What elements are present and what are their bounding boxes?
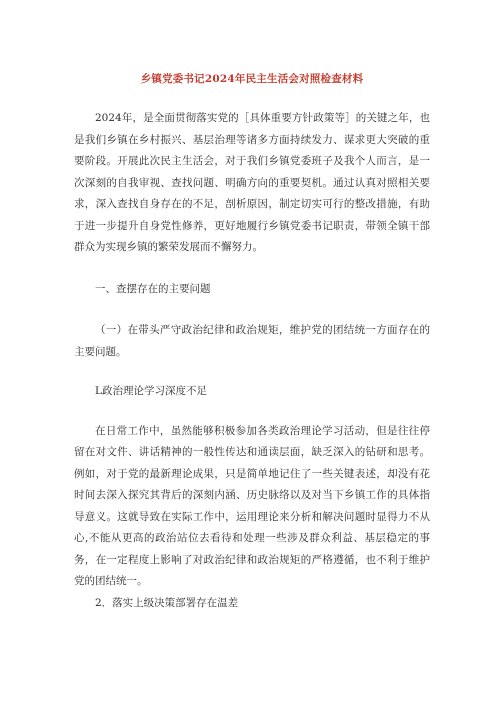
section-heading: 一、查摆存在的主要问题 [95,282,211,295]
spacer [74,403,430,421]
spacer [74,363,430,381]
spacer [74,300,430,320]
item-body-paragraph: 在日常工作中，虽然能够积极参加各类政治理论学习活动，但是往往停留在对文件、讲话精神的一般性传达和通读层面，缺乏深入的钻研和思考。例如，对于党的最新理论成果，只是简单地记住了一些关键表述，却没有花时间去深入探究其背后的深刻内涵、历史脉络以及对当下乡镇工作的具体指导意义。这就导致在实际工作中，运用理论来分析和解决问题时显得力不从心,不能从更高的政治站位去看待和处理一些涉及群众利益、基层稳定的事务，在一定程度上影响了对政治纪律和政治规矩的严格遵循，也不利于维护党的团结统一。 [74,424,430,587]
intro-paragraph: 2024年，是全面贯彻落实党的［具体重要方针政策等］的关键之年，也是我们乡镇在乡村振兴、基层治理等诸多方面持续发力、谋求更大突破的重要阶段。开展此次民主生活会，对于我们乡镇党委班子及我个人而言，是一次深刻的自我审视、查找问题、明确方向的重要契机。通过认真对照相关要求，深入查找自身存在的不足，剖析原因，制定切实可行的整改措施，有助于进一步提升自身党性修养，更好地履行乡镇党委书记职责，带领全镇干部群众为实现乡镇的繁荣发展而不懈努力。 [74,112,430,253]
item-heading: L政治理论学习深度不足 [95,385,207,397]
spacer [74,259,430,279]
document-title: 乡镇党委书记2024年民主生活会对照检查材料 [140,73,364,85]
item-heading: 2．落实上级决策部署存在温差 [95,596,239,609]
subsection-heading: （一）在带头严守政治纪律和政治规矩，维护党的团结统一方面存在的主要问题。 [74,324,430,358]
